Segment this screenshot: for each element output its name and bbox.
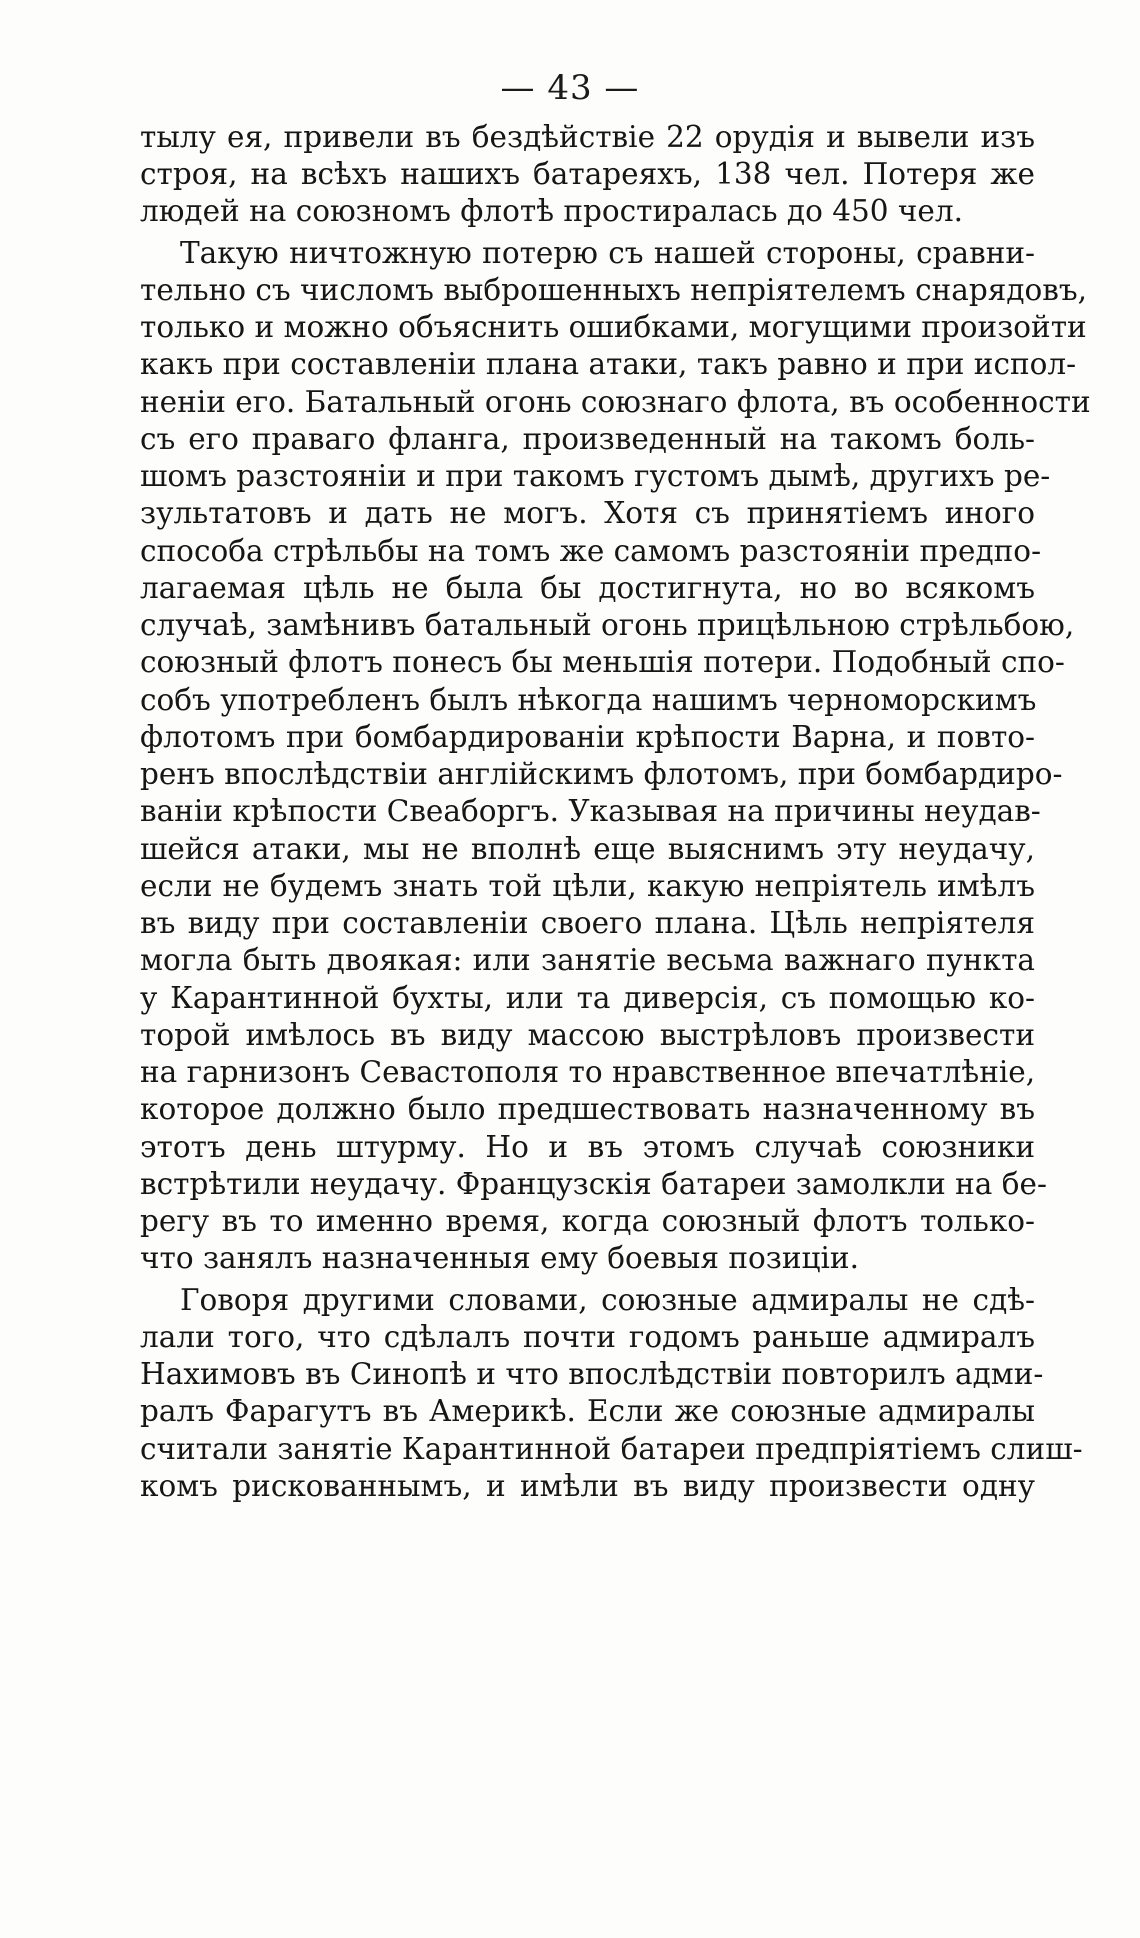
text-line: въ виду при составленіи своего плана. Цѣль непріятеля [140,906,1035,940]
text-line: ваніи крѣпости Свеаборгъ. Указывая на причины неудав- [140,794,1041,828]
text-line: случаѣ, замѣнивъ батальный огонь прицѣльною стрѣльбою, [140,608,1075,642]
text-line: строя, на всѣхъ нашихъ батареяхъ, 138 чел. Потеря же [140,157,1035,191]
page-number: — 43 — [500,68,640,108]
text-line: Нахимовъ въ Синопѣ и что впослѣдствіи повторилъ адми- [140,1357,1044,1391]
text-line: могла быть двоякая: или занятіе весьма важнаго пункта [140,943,1035,977]
text-line: которое должно было предшествовать назначенному въ [140,1092,1035,1126]
text-line: встрѣтили неудачу. Французскія батареи замолкли на бе- [140,1167,1047,1201]
text-line: неніи его. Батальный огонь союзнаго флота, въ особенности [140,385,1091,419]
text-line: людей на союзномъ флотѣ простиралась до 450 чел. [140,194,963,228]
text-line: шомъ разстояніи и при такомъ густомъ дымѣ, другихъ ре- [140,459,1051,493]
text-line: союзный флотъ понесъ бы меньшія потери. Подобный спо- [140,645,1065,679]
text-line: регу въ то именно время, когда союзный флотъ только- [140,1204,1035,1238]
text-line: торой имѣлось въ виду массою выстрѣловъ произвести [140,1018,1035,1052]
text-line: флотомъ при бомбардированіи крѣпости Варна, и повто- [140,720,1035,754]
text-line: ренъ впослѣдствіи англійскимъ флотомъ, при бомбардиро- [140,757,1063,791]
text-line: лали того, что сдѣлалъ почти годомъ раньше адмиралъ [140,1320,1035,1354]
text-line: собъ употребленъ былъ нѣкогда нашимъ черноморскимъ [140,683,1037,717]
text-line: что занялъ назначенныя ему боевыя позиціи. [140,1241,859,1275]
text-line: какъ при составленіи плана атаки, такъ равно и при испол- [140,347,1077,381]
text-line: тельно съ числомъ выброшенныхъ непріятелемъ снарядовъ, [140,273,1088,307]
text-line: комъ рискованнымъ, и имѣли въ виду произвести одну [140,1469,1035,1503]
text-line: ралъ Фарагутъ въ Америкѣ. Если же союзные адмиралы [140,1394,1035,1428]
text-line: тылу ея, привели въ бездѣйствіе 22 орудія и вывели изъ [140,120,1035,154]
text-line: шейся атаки, мы не вполнѣ еще выяснимъ эту неудачу, [140,832,1035,866]
text-line: Такую ничтожную потерю съ нашей стороны, сравни- [180,236,1035,270]
text-line: Говоря другими словами, союзные адмиралы не сдѣ- [180,1283,1035,1317]
text-line: только и можно объяснить ошибками, могущими произойти [140,310,1087,344]
text-line: лагаемая цѣль не была бы достигнута, но во всякомъ [140,571,1035,605]
text-line: съ его праваго фланга, произведенный на такомъ боль- [140,422,1035,456]
text-line: на гарнизонъ Севастополя то нравственное впечатлѣніе, [140,1055,1036,1089]
text-line: если не будемъ знать той цѣли, какую непріятель имѣлъ [140,869,1035,903]
text-line: считали занятіе Карантинной батареи предпріятіемъ слиш- [140,1432,1083,1466]
text-line: способа стрѣльбы на томъ же самомъ разстояніи предпо- [140,534,1042,568]
text-line: у Карантинной бухты, или та диверсія, съ помощью ко- [140,981,1035,1015]
text-line: этотъ день штурму. Но и въ этомъ случаѣ союзники [140,1130,1035,1164]
text-line: зультатовъ и дать не могъ. Хотя съ принятіемъ иного [140,496,1035,530]
